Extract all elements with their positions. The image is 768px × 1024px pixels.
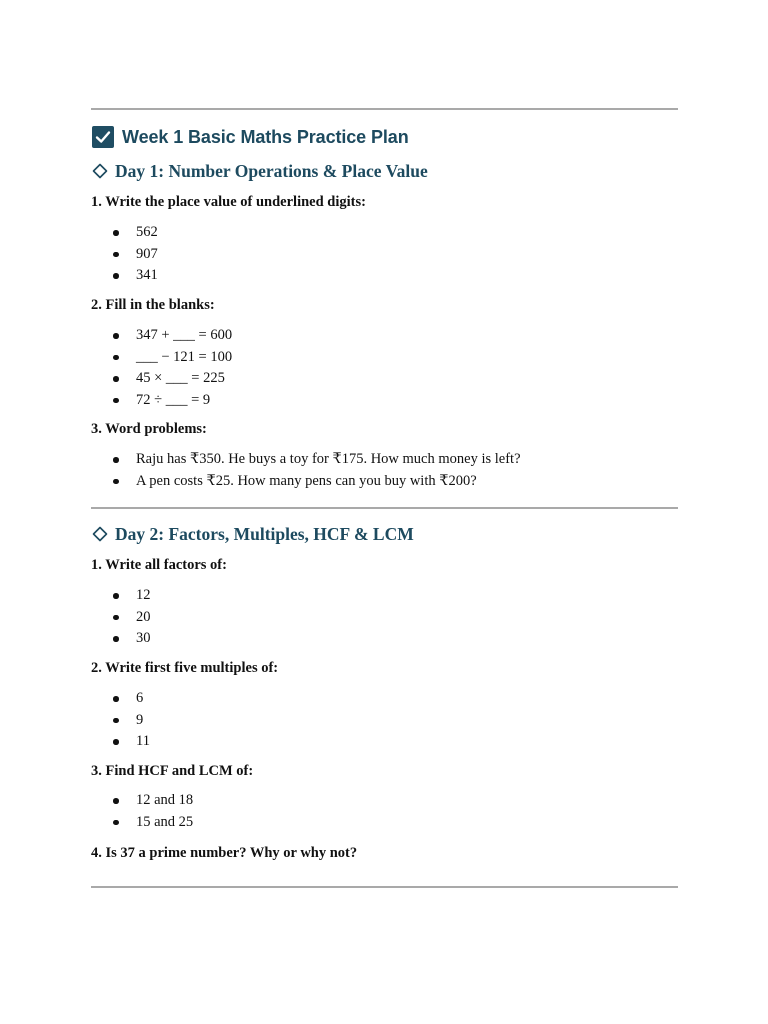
day-1-heading [92,160,428,182]
list-item [113,325,232,347]
list-item-text: 347 + ___ = 600 [136,327,233,343]
bottom-divider [91,886,678,888]
day-1-title: Day 1: Number Operations & Place Value [115,160,428,181]
bullet-icon [113,739,119,745]
page-title-row [92,124,409,150]
question-label: 1. Write the place value of underlined digits: [91,194,366,210]
top-divider [91,108,678,110]
bullet-icon [113,355,119,361]
question-label: 3. Word problems: [91,421,207,437]
list-item-text: 341 [136,267,158,283]
list-item-text: 9 [136,711,144,728]
bullet-icon [113,457,119,463]
list-item-text: 562 [136,224,158,240]
checkbox-icon [92,126,114,148]
list-item [113,390,232,412]
bullet-icon [113,398,119,404]
list-item-text: 12 [136,587,151,603]
list-item [113,812,193,834]
list-item-text: A pen costs ₹25. How many pens can you buy with ₹200? [136,472,477,489]
diamond-icon [92,163,108,179]
answer-list [113,325,232,411]
bullet-icon [113,636,119,642]
question-label: 3. Find HCF and LCM of: [91,763,254,779]
list-item-text: 12 and 18 [136,792,194,808]
list-item-text: 11 [136,733,150,749]
list-item [113,471,521,493]
question-label: 1. Write all factors of: [91,557,227,573]
list-item [113,688,150,710]
list-item-text: 72 ÷ ___ = 9 [136,391,211,408]
question-label: 2. Fill in the blanks: [91,297,215,313]
bullet-icon [113,333,119,339]
question-label: 4. Is 37 a prime number? Why or why not? [91,845,358,861]
list-item-text: Raju has ₹350. He buys a toy for ₹175. How much money is left? [136,451,521,467]
list-item-text: 6 [136,690,144,706]
answer-list [113,790,193,833]
diamond-icon [92,526,108,542]
bullet-icon [113,593,119,599]
answer-list [113,585,151,650]
list-item [113,368,232,390]
list-item [113,790,193,812]
list-item-text: 15 and 25 [136,813,194,830]
question-label: 2. Write first five multiples of: [91,660,279,676]
bullet-icon [113,798,119,804]
bullet-icon [113,376,119,382]
page-title: Week 1 Basic Maths Practice Plan [122,126,409,147]
bullet-icon [113,820,119,826]
list-item [113,265,158,287]
list-item [113,731,150,753]
list-item [113,585,151,607]
bullet-icon [113,696,119,702]
list-item-text: 30 [136,630,151,646]
day-2-title: Day 2: Factors, Multiples, HCF & LCM [115,523,414,544]
list-item [113,347,232,369]
section-divider [91,507,678,509]
answer-list [113,449,521,492]
bullet-icon [113,615,119,621]
list-item [113,710,150,732]
list-item [113,628,151,650]
list-item [113,222,158,244]
list-item [113,244,158,266]
bullet-icon [113,252,119,258]
list-item-text: 907 [136,245,158,262]
answer-list [113,222,158,287]
bullet-icon [113,273,119,279]
bullet-icon [113,479,119,485]
list-item-text: 45 × ___ = 225 [136,370,225,386]
list-item [113,607,151,629]
list-item [113,449,521,471]
bullet-icon [113,230,119,236]
bullet-icon [113,718,119,724]
list-item-text: 20 [136,608,151,625]
list-item-text: ___ − 121 = 100 [136,348,233,365]
answer-list [113,688,150,753]
day-2-heading [92,523,414,545]
